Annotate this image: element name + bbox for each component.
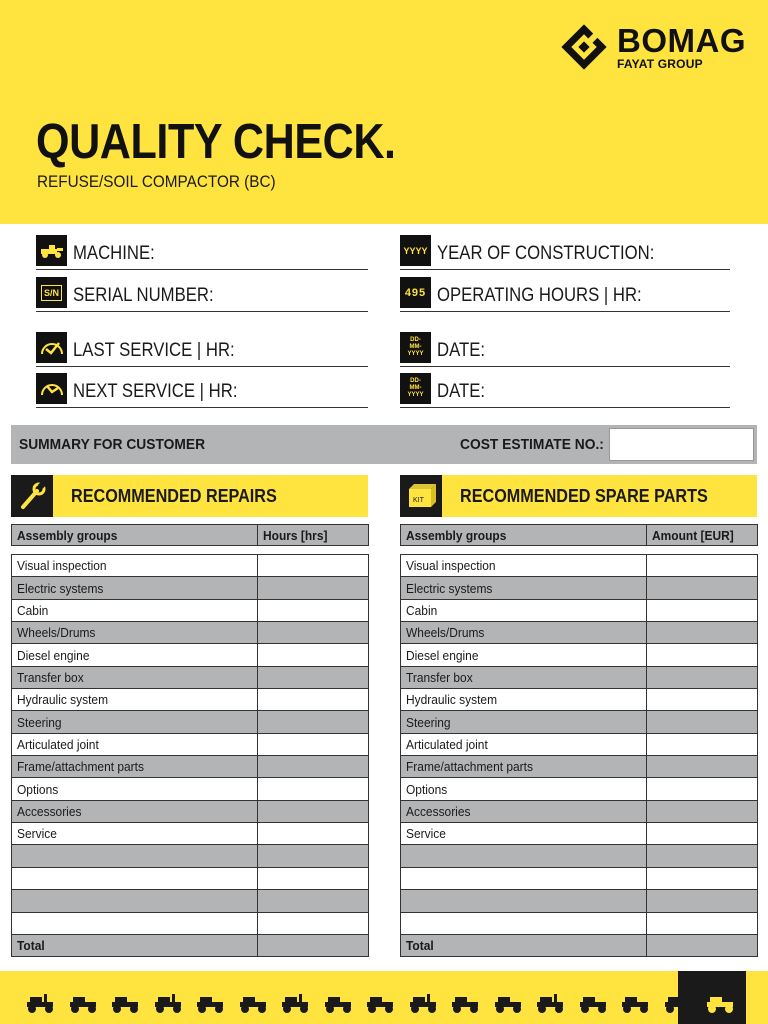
calendar-icon-dd: DD- [410, 337, 421, 343]
table-row [12, 756, 369, 778]
summary-label: SUMMARY FOR CUSTOMER [19, 436, 206, 453]
total-value-cell[interactable] [258, 934, 369, 956]
amount-input-cell[interactable] [647, 867, 758, 889]
table-row [401, 756, 758, 778]
amount-input-cell[interactable] [647, 711, 758, 733]
hours-input-cell[interactable] [258, 823, 369, 845]
next-service-field[interactable] [36, 374, 368, 408]
assembly-group-cell: Cabin [12, 599, 258, 621]
calendar-icon-mm: MM- [409, 385, 422, 391]
total-label: Total [401, 934, 647, 956]
table-row [401, 644, 758, 666]
brand-group: FAYAT GROUP [617, 57, 703, 71]
table-row [12, 666, 369, 688]
amount-input-cell[interactable] [647, 555, 758, 577]
date-label-2: DATE: [437, 381, 486, 402]
next-service-label: NEXT SERVICE | HR: [73, 381, 238, 402]
assembly-group-cell: Options [401, 778, 647, 800]
assembly-group-cell: Transfer box [12, 666, 258, 688]
gauge-check-icon [36, 332, 67, 363]
table-row [401, 689, 758, 711]
soil-compactor-icon [534, 990, 568, 1014]
amount-input-cell[interactable] [647, 577, 758, 599]
cost-estimate-input[interactable] [609, 428, 754, 461]
walk-behind-roller-icon [109, 990, 143, 1014]
hours-input-cell[interactable] [258, 689, 369, 711]
assembly-group-cell: Accessories [12, 800, 258, 822]
refuse-compactor-icon [704, 990, 738, 1014]
hours-input-cell[interactable] [258, 778, 369, 800]
machine-field[interactable] [36, 236, 368, 270]
counter-icon [400, 277, 431, 308]
assembly-group-cell: Service [12, 823, 258, 845]
table-row [12, 890, 369, 912]
serial-field[interactable] [36, 278, 368, 312]
brand-name: BOMAG [617, 22, 746, 59]
assembly-group-cell [401, 890, 647, 912]
table-row [401, 778, 758, 800]
amount-input-cell[interactable] [647, 756, 758, 778]
table-row [401, 666, 758, 688]
assembly-group-cell: Visual inspection [401, 555, 647, 577]
last-service-field[interactable] [36, 333, 368, 367]
assembly-group-cell: Diesel engine [401, 644, 647, 666]
assembly-group-cell: Electric systems [12, 577, 258, 599]
total-label: Total [12, 934, 258, 956]
assembly-group-cell: Accessories [401, 800, 647, 822]
hours-input-cell[interactable] [258, 711, 369, 733]
kit-box-icon [400, 475, 442, 517]
table-row [12, 577, 369, 599]
amount-input-cell[interactable] [647, 823, 758, 845]
assembly-group-cell: Hydraulic system [12, 689, 258, 711]
header-band [0, 0, 768, 224]
amount-input-cell[interactable] [647, 890, 758, 912]
hours-input-cell[interactable] [258, 912, 369, 934]
assembly-group-cell [401, 912, 647, 934]
table-row [12, 599, 369, 621]
assembly-group-cell [401, 867, 647, 889]
assembly-group-cell: Articulated joint [401, 733, 647, 755]
hours-input-cell[interactable] [258, 599, 369, 621]
summary-bar [11, 425, 757, 464]
repairs-col-hours: Hours [hrs] [258, 525, 369, 546]
table-row [12, 711, 369, 733]
assembly-group-cell: Cabin [401, 599, 647, 621]
light-tandem-roller-icon [194, 990, 228, 1014]
table-row [12, 800, 369, 822]
repairs-title: RECOMMENDED REPAIRS [71, 485, 277, 506]
amount-input-cell[interactable] [647, 599, 758, 621]
paver-icon [449, 990, 483, 1014]
table-row [401, 711, 758, 733]
hours-input-cell[interactable] [258, 622, 369, 644]
amount-input-cell[interactable] [647, 644, 758, 666]
year-field[interactable] [400, 236, 730, 270]
hours-label: OPERATING HOURS | HR: [437, 285, 642, 306]
assembly-group-cell: Articulated joint [12, 733, 258, 755]
bomag-logo [559, 24, 746, 72]
table-row [401, 867, 758, 889]
year-label: YEAR OF CONSTRUCTION: [437, 243, 655, 264]
amount-input-cell[interactable] [647, 622, 758, 644]
table-gap [401, 546, 758, 555]
pneumatic-roller-icon [364, 990, 398, 1014]
hours-input-cell[interactable] [258, 756, 369, 778]
repairs-header [11, 475, 368, 517]
table-row [12, 555, 369, 577]
assembly-group-cell: Visual inspection [12, 555, 258, 577]
milling-machine-icon [619, 990, 653, 1014]
assembly-group-cell [401, 845, 647, 867]
spares-header [400, 475, 757, 517]
assembly-group-cell: Options [12, 778, 258, 800]
spares-col-groups: Assembly groups [401, 525, 647, 546]
table-row [12, 912, 369, 934]
amount-input-cell[interactable] [647, 733, 758, 755]
assembly-group-cell: Electric systems [401, 577, 647, 599]
table-row [401, 577, 758, 599]
total-row [401, 934, 758, 956]
page-subtitle: REFUSE/SOIL COMPACTOR (BC) [37, 172, 276, 191]
assembly-group-cell: Steering [12, 711, 258, 733]
sn-icon [36, 277, 67, 308]
yyyy-icon-text: YYYY [403, 245, 428, 256]
spares-title: RECOMMENDED SPARE PARTS [460, 485, 708, 506]
assembly-group-cell [12, 845, 258, 867]
wrench-icon [11, 475, 53, 517]
hours-input-cell[interactable] [258, 867, 369, 889]
table-row [12, 622, 369, 644]
hours-input-cell[interactable] [258, 800, 369, 822]
kit-box-icon-text: KIT [413, 497, 424, 504]
table-row [12, 845, 369, 867]
table-row [401, 800, 758, 822]
serial-label: SERIAL NUMBER: [73, 285, 214, 306]
assembly-group-cell: Service [401, 823, 647, 845]
machine-label: MACHINE: [73, 243, 155, 264]
last-service-label: LAST SERVICE | HR: [73, 340, 235, 361]
machine-icon [36, 235, 67, 266]
single-drum-roller-icon [279, 990, 313, 1014]
table-row [401, 555, 758, 577]
calendar-icon-mm: MM- [409, 344, 422, 350]
amount-input-cell[interactable] [647, 845, 758, 867]
yyyy-icon [400, 235, 431, 266]
plate-compactor-icon [67, 990, 101, 1014]
assembly-group-cell: Hydraulic system [401, 689, 647, 711]
table-row [401, 733, 758, 755]
table-row [12, 867, 369, 889]
articulated-roller-icon [237, 990, 271, 1014]
hours-input-cell[interactable] [258, 845, 369, 867]
sn-icon-text: S/N [41, 285, 62, 301]
assembly-group-cell [12, 890, 258, 912]
assembly-group-cell: Diesel engine [12, 644, 258, 666]
page-title: QUALITY CHECK. [36, 115, 396, 169]
compactor-icon [492, 990, 526, 1014]
table-row [12, 644, 369, 666]
amount-input-cell[interactable] [647, 912, 758, 934]
asphalt-roller-icon [407, 990, 441, 1014]
counter-icon-text: 495 [404, 286, 427, 299]
assembly-group-cell: Transfer box [401, 666, 647, 688]
calendar-icon-yyyy: YYYY [407, 351, 424, 357]
amount-input-cell[interactable] [647, 800, 758, 822]
assembly-group-cell: Frame/attachment parts [401, 756, 647, 778]
hours-input-cell[interactable] [258, 666, 369, 688]
hours-input-cell[interactable] [258, 555, 369, 577]
rammer-icon [24, 990, 58, 1014]
table-row [401, 823, 758, 845]
repairs-col-groups: Assembly groups [12, 525, 258, 546]
bomag-logo-icon [559, 22, 609, 72]
assembly-group-cell: Wheels/Drums [401, 622, 647, 644]
date-label-1: DATE: [437, 340, 486, 361]
hours-input-cell[interactable] [258, 890, 369, 912]
date-field-2[interactable] [400, 374, 730, 408]
table-gap [12, 546, 369, 555]
table-row [12, 689, 369, 711]
hours-input-cell[interactable] [258, 644, 369, 666]
assembly-group-cell: Frame/attachment parts [12, 756, 258, 778]
amount-input-cell[interactable] [647, 689, 758, 711]
tandem-roller-icon [322, 990, 356, 1014]
spares-col-amount: Amount [EUR] [647, 525, 758, 546]
table-row [401, 912, 758, 934]
footer-machine-strip [0, 971, 768, 1024]
amount-input-cell[interactable] [647, 778, 758, 800]
hours-input-cell[interactable] [258, 577, 369, 599]
feeder-icon [577, 990, 611, 1014]
calendar-icon-yyyy: YYYY [407, 392, 424, 398]
hours-field[interactable] [400, 278, 730, 312]
table-row [12, 733, 369, 755]
calendar-icon [400, 373, 431, 404]
assembly-group-cell: Steering [401, 711, 647, 733]
cost-estimate-label: COST ESTIMATE NO.: [460, 436, 604, 453]
date-field-1[interactable] [400, 333, 730, 367]
stabilizer-icon [662, 990, 696, 1014]
table-row [401, 622, 758, 644]
assembly-group-cell: Wheels/Drums [12, 622, 258, 644]
gauge-arrow-icon [36, 373, 67, 404]
table-row [12, 823, 369, 845]
assembly-group-cell [12, 867, 258, 889]
amount-input-cell[interactable] [647, 666, 758, 688]
total-row [12, 934, 369, 956]
calendar-icon [400, 332, 431, 363]
table-row [401, 890, 758, 912]
repairs-table [11, 524, 369, 957]
table-row [401, 845, 758, 867]
calendar-icon-dd: DD- [410, 378, 421, 384]
trench-roller-icon [152, 990, 186, 1014]
table-row [401, 599, 758, 621]
table-row [12, 778, 369, 800]
spares-table [400, 524, 758, 957]
assembly-group-cell [12, 912, 258, 934]
total-value-cell[interactable] [647, 934, 758, 956]
hours-input-cell[interactable] [258, 733, 369, 755]
